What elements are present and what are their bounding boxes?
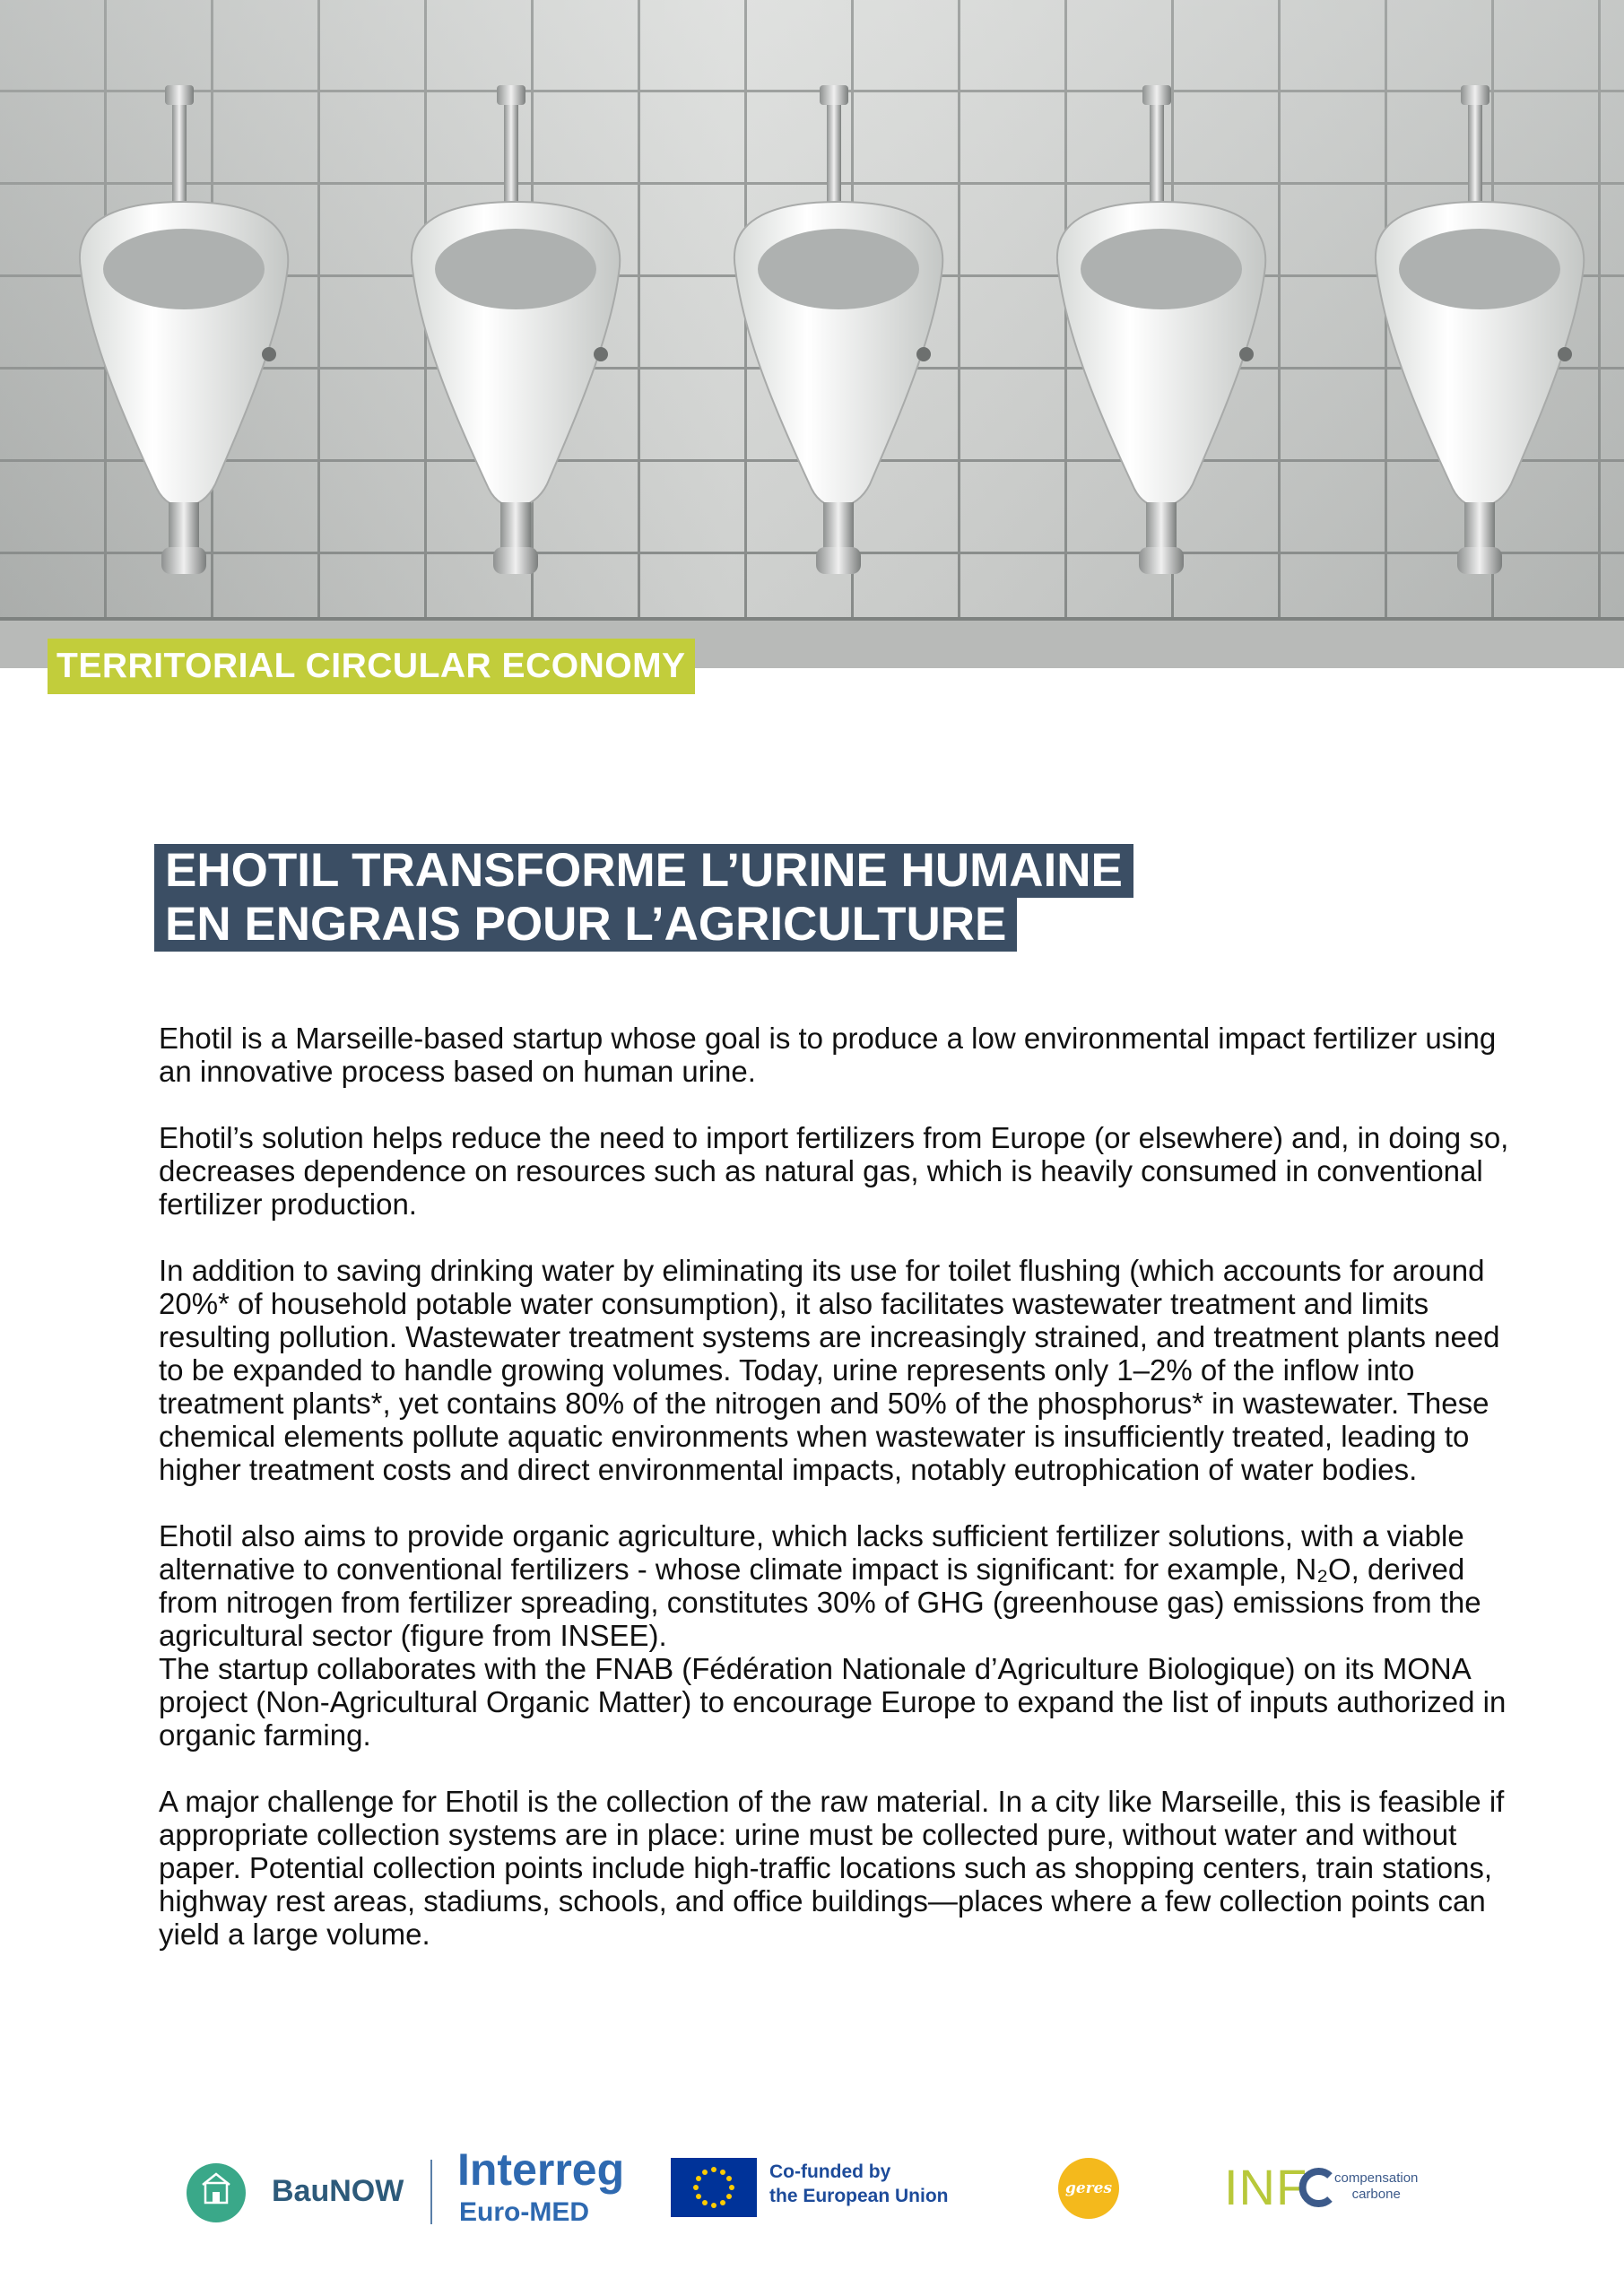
eu-cofunded-text: [769, 2160, 949, 2208]
eu-flag-icon: [671, 2158, 757, 2217]
logo-divider: [430, 2160, 432, 2224]
category-tag: TERRITORIAL CIRCULAR ECONOMY: [48, 639, 695, 694]
title-line-2: EN ENGRAIS POUR L’AGRICULTURE: [154, 898, 1017, 952]
interreg-program: Euro-MED: [459, 2197, 589, 2227]
paragraph-collection: A major challenge for Ehotil is the collection of the raw material. In a city like Marseille, this is feasible if appropriate collection systems are in place: urine must be collected pure, without water and without paper. Potential collection points include high-traffic locations such as shopping centers, train stations, highway rest areas, stadiums, schools, and office buildings—places where a few collection points can yield a large volume.: [159, 1785, 1505, 1951]
infcc-subtitle-1: compensation: [1334, 2170, 1419, 2186]
paragraph-fnab-text: The startup collaborates with the FNAB (Fédération Nationale d’Agriculture Biologique) on its MONA project (Non-Agricultural Organic Matter) to encourage Europe to expand the list of inputs authorized in organic farming.: [159, 1652, 1507, 1752]
infcc-subtitle-2: carbone: [1351, 2187, 1401, 2202]
partner-logos: [0, 2144, 1624, 2242]
urinal: [80, 85, 288, 574]
eu-text-line-2: the European Union: [769, 2186, 949, 2206]
baunow-logo: BauNOW: [272, 2174, 404, 2208]
article-title: [154, 844, 1133, 952]
paragraph-water: In addition to saving drinking water by eliminating its use for toilet flushing (which accounts for around 20%* of household potable water consumption), it also facilitates wastewater treatment and limits resulting pollution. Wastewater treatment systems are increasingly strained, and treatment plants need to be expanded to handle growing volumes. Today, urine represents only 1–2% of the inflow into treatment plants*, yet contains 80% of the nitrogen and 50% of the phosphorus* in wastewater. These chemical elements pollute aquatic environments when wastewater is insufficiently treated, leading to higher treatment costs and direct environmental impacts, notably eutrophication of water bodies.: [159, 1254, 1500, 1486]
paragraph-organic-text: Ehotil also aims to provide organic agriculture, which lacks sufficient fertilizer solutions, with a viable alternative to conventional fertilizers - whose climate impact is significant: for example, N₂O, derived from nitrogen from fertilizer spreading, constitutes 30% of GHG (greenhouse gas) emissions from the agricultural sector (figure from INSEE).: [159, 1519, 1481, 1652]
baunow-logo-icon: [187, 2163, 246, 2222]
urinals-illustration: [0, 0, 1624, 668]
geres-logo: geres: [1058, 2158, 1119, 2219]
paragraph-intro: Ehotil is a Marseille-based startup whose goal is to produce a low environmental impact fertilizer using an innovative process based on human urine.: [159, 1022, 1497, 1088]
hero-photo: [0, 0, 1624, 668]
article-body: [159, 1022, 1526, 1984]
infcc-logo: INF: [1224, 2159, 1308, 2215]
paragraph-imports: Ehotil’s solution helps reduce the need to import fertilizers from Europe (or elsewhere) and, in doing so, decreases dependence on resources such as natural gas, which is heavily consumed in conventional fertilizer production.: [159, 1121, 1509, 1221]
eu-text-line-1: Co-funded by: [769, 2161, 891, 2182]
infcc-subtitle: [1334, 2170, 1418, 2203]
title-line-1: EHOTIL TRANSFORME L’URINE HUMAINE: [154, 844, 1133, 898]
paragraph-organic: [159, 1519, 1526, 1752]
interreg-logo: Interreg: [457, 2144, 625, 2195]
